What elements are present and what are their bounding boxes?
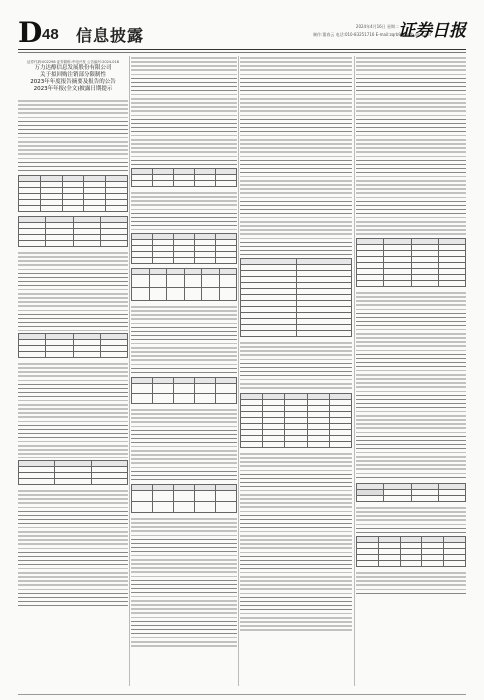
notice-heading (18, 60, 128, 93)
contact-line: 制作:董春云 电话:010-83251716 E-mail:zqrb9@zqrb.sina.net (313, 32, 432, 37)
text-block (356, 506, 466, 534)
text-block (356, 56, 466, 236)
data-table (131, 268, 237, 301)
text-block (356, 571, 466, 595)
column-divider (354, 56, 355, 686)
data-table (131, 377, 237, 404)
column-divider (129, 56, 130, 686)
text-block (131, 408, 237, 482)
text-block (131, 56, 237, 166)
column-1 (18, 56, 128, 686)
data-table (356, 536, 466, 567)
column-3 (240, 56, 352, 686)
text-block (240, 56, 352, 256)
data-table (18, 333, 128, 358)
footer-rule (18, 694, 466, 695)
masthead (18, 18, 466, 48)
data-table (356, 483, 466, 502)
data-table (131, 168, 237, 187)
header-rule (18, 49, 466, 50)
header-rule-thin (18, 52, 466, 53)
notice-code-line: 证券代码:002298 证券简称:中电兴发 公告编号:2024-018 (27, 60, 119, 64)
section-title: 信息披露 (76, 26, 145, 45)
text-block (131, 191, 237, 231)
text-block (356, 291, 466, 481)
column-4 (356, 56, 466, 686)
data-table (240, 393, 352, 448)
date-line: 2024年4月16日 星期二 (355, 24, 399, 29)
notice-title-4: 2023年年报(全文)披露日期提示 (33, 86, 113, 92)
data-table (131, 484, 237, 513)
notice-company-2: 关于拟回购注销部分限制性 (39, 72, 106, 78)
text-block (240, 452, 352, 632)
data-table (131, 233, 237, 264)
newspaper-logo: 证券日报 (398, 21, 466, 41)
text-block (131, 517, 237, 647)
text-block (18, 99, 128, 173)
notice-company-1: 万力达醇信息发展股份有限公司 (34, 65, 112, 71)
data-table (18, 216, 128, 247)
column-divider (238, 56, 239, 686)
text-block (240, 341, 352, 391)
column-2 (131, 56, 237, 686)
data-table (356, 238, 466, 287)
data-table (18, 175, 128, 212)
text-block (18, 251, 128, 331)
notice-title-3: 2023年年度报告摘要及报告的公告 (30, 79, 116, 85)
data-table (240, 258, 352, 337)
text-block (18, 362, 128, 458)
page-letter: D (18, 16, 43, 49)
page-number: 48 (42, 26, 59, 43)
text-block (131, 305, 237, 375)
data-table (18, 460, 128, 485)
text-block (18, 489, 128, 609)
